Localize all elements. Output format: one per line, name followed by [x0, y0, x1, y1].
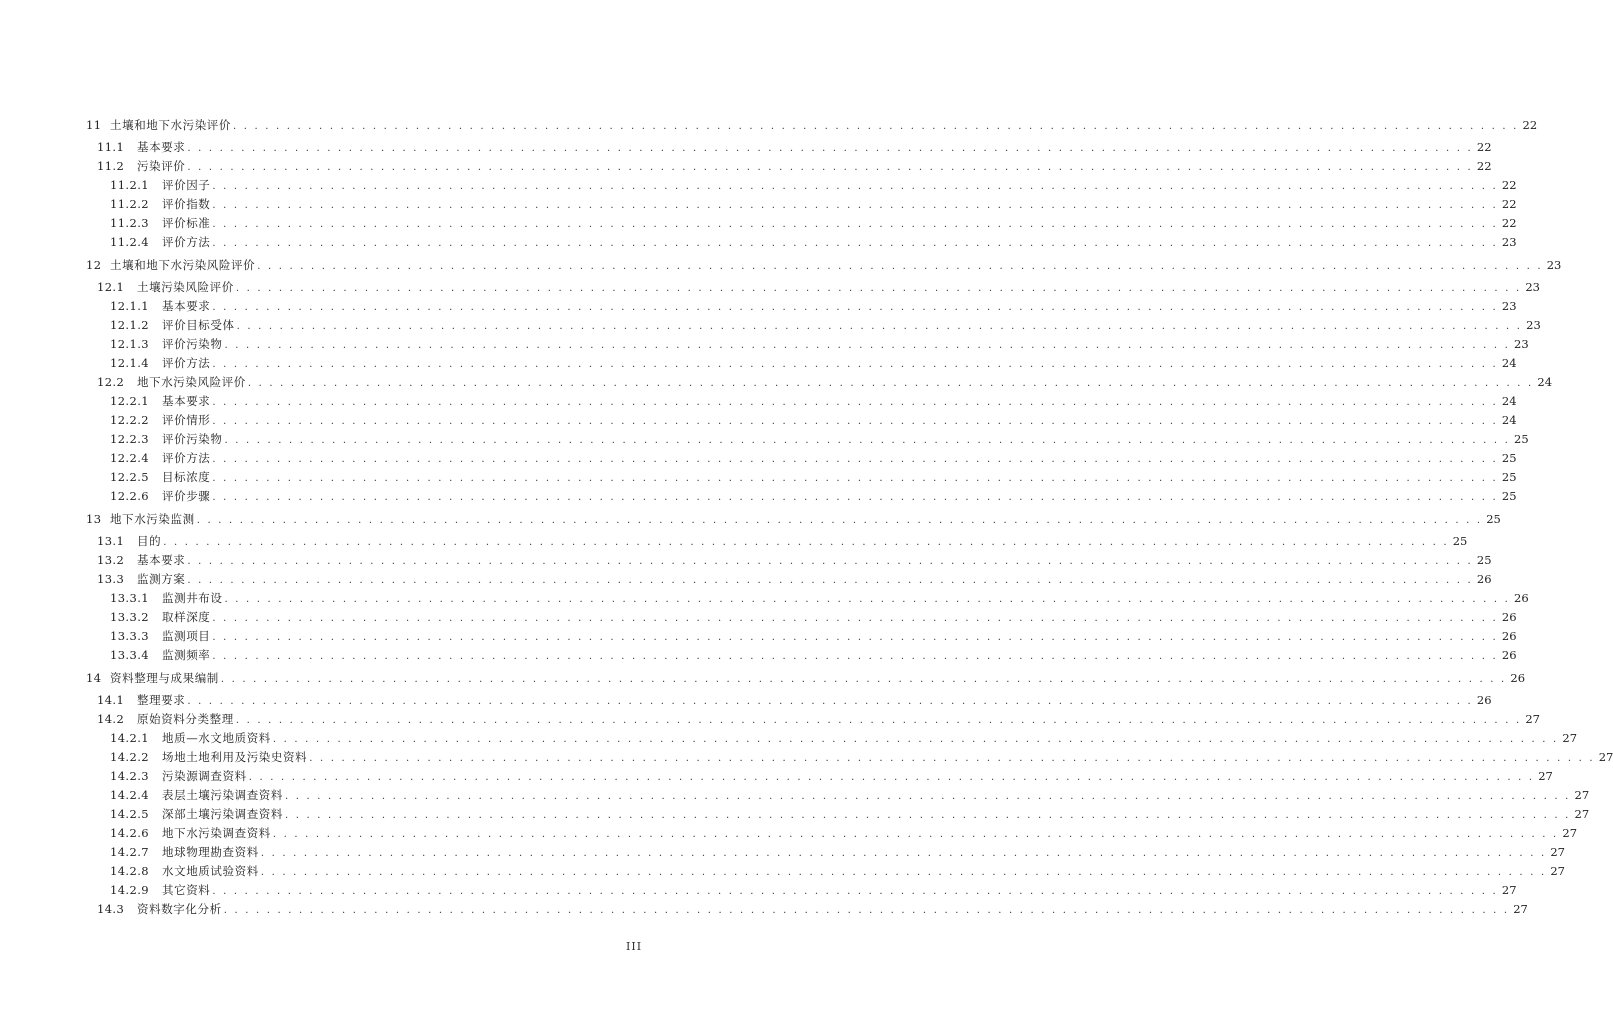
toc-entry-number: 12.2.3 [110, 432, 149, 446]
toc-entry[interactable] [86, 278, 1540, 297]
toc-entry[interactable] [86, 335, 1529, 354]
toc-entry-number: 11.2.1 [110, 178, 149, 192]
toc-entry-title: 地下水污染监测 [110, 512, 195, 526]
toc-entry-title: 资料整理与成果编制 [110, 671, 219, 685]
toc-entry-page: 25 [1486, 512, 1501, 526]
toc-entry-page: 22 [1501, 197, 1517, 211]
toc-entry-page: 22 [1501, 178, 1517, 192]
toc-entry-title: 评价方法 [162, 356, 211, 370]
toc-entry-page: 26 [1501, 629, 1517, 643]
toc-entry[interactable] [86, 373, 1553, 392]
toc-entry[interactable] [86, 468, 1517, 487]
toc-entry-number: 14.2.5 [110, 807, 149, 821]
toc-entry-title: 土壤和地下水污染风险评价 [110, 258, 256, 272]
toc-entry-title: 评价目标受体 [162, 318, 235, 332]
toc-dot-leader: . . . . . . . . . . . . . . . . . . . . . . . . . . . . . . . . . . . . . . . . . . . . . . . . . . . . . . . . . . . . . . . . . . . . . . . . . . . . . . . . . . . . . . . . . . . . . . . . . . . . . . . . . . . . . . . . . . . . . . . . [309, 753, 1595, 764]
toc-entry-page: 23 [1514, 337, 1529, 351]
toc-entry-page: 25 [1476, 553, 1492, 567]
toc-entry-page: 26 [1514, 591, 1529, 605]
toc-entry-page: 27 [1501, 883, 1517, 897]
toc-entry-title: 地下水污染调查资料 [162, 826, 271, 840]
toc-entry-title: 评价方法 [162, 451, 211, 465]
toc-entry-number: 12 [86, 258, 102, 272]
toc-dot-leader: . . . . . . . . . . . . . . . . . . . . . . . . . . . . . . . . . . . . . . . . . . . . . . . . . . . . . . . . . . . . . . . . . . . . . . . . . . . . . . . . . . . . . . . . . . . . . . . . . . . . . . . . . . . . . . . . . . . . . . . . [224, 340, 1511, 351]
toc-entry-title: 评价指数 [162, 197, 211, 211]
toc-entry-page: 26 [1476, 693, 1492, 707]
toc-dot-leader: . . . . . . . . . . . . . . . . . . . . . . . . . . . . . . . . . . . . . . . . . . . . . . . . . . . . . . . . . . . . . . . . . . . . . . . . . . . . . . . . . . . . . . . . . . . . . . . . . . . . . . . . . . . . . . . . . . . . . . . . [212, 632, 1498, 643]
toc-entry-title: 污染源调查资料 [162, 769, 247, 783]
toc-dot-leader: . . . . . . . . . . . . . . . . . . . . . . . . . . . . . . . . . . . . . . . . . . . . . . . . . . . . . . . . . . . . . . . . . . . . . . . . . . . . . . . . . . . . . . . . . . . . . . . . . . . . . . . . . . . . . . . . . . . . . . . . [235, 283, 1522, 294]
toc-entry-title: 取样深度 [162, 610, 211, 624]
toc-entry-page: 23 [1546, 258, 1562, 272]
toc-entry-title: 评价方法 [162, 235, 211, 249]
toc-entry-title: 评价污染物 [162, 432, 223, 446]
toc-entry[interactable] [86, 138, 1492, 157]
toc-entry-title: 评价情形 [162, 413, 211, 427]
toc-entry-title: 水文地质试验资料 [162, 864, 259, 878]
toc-entry[interactable] [86, 608, 1517, 627]
toc-entry[interactable] [86, 487, 1517, 506]
toc-entry-page: 22 [1522, 118, 1538, 132]
toc-dot-leader: . . . . . . . . . . . . . . . . . . . . . . . . . . . . . . . . . . . . . . . . . . . . . . . . . . . . . . . . . . . . . . . . . . . . . . . . . . . . . . . . . . . . . . . . . . . . . . . . . . . . . . . . . . . . . . . . . . . . . . . . [233, 121, 1519, 132]
toc-entry-number: 14.2.9 [110, 883, 149, 897]
toc-entry[interactable] [86, 551, 1492, 570]
toc-entry[interactable] [86, 354, 1517, 373]
toc-entry[interactable] [86, 411, 1517, 430]
toc-entry-number: 11.2 [97, 159, 125, 173]
toc-dot-leader: . . . . . . . . . . . . . . . . . . . . . . . . . . . . . . . . . . . . . . . . . . . . . . . . . . . . . . . . . . . . . . . . . . . . . . . . . . . . . . . . . . . . . . . . . . . . . . . . . . . . . . . . . . . . . . . . . . . . . . . . [236, 321, 1523, 332]
toc-entry[interactable] [86, 449, 1517, 468]
toc-entry-number: 14.2.1 [110, 731, 149, 745]
toc-entry[interactable] [86, 843, 1565, 862]
toc-entry-title: 资料数字化分析 [137, 902, 222, 916]
toc-entry[interactable] [86, 646, 1517, 665]
toc-entry[interactable] [86, 316, 1541, 335]
toc-entry-title: 土壤和地下水污染评价 [110, 118, 231, 132]
toc-entry[interactable] [86, 195, 1517, 214]
toc-entry[interactable] [86, 589, 1529, 608]
toc-entry-number: 12.1.2 [110, 318, 149, 332]
toc-dot-leader: . . . . . . . . . . . . . . . . . . . . . . . . . . . . . . . . . . . . . . . . . . . . . . . . . . . . . . . . . . . . . . . . . . . . . . . . . . . . . . . . . . . . . . . . . . . . . . . . . . . . . . . . . . . . . . . . . . . . . . . . [187, 162, 1473, 173]
toc-dot-leader: . . . . . . . . . . . . . . . . . . . . . . . . . . . . . . . . . . . . . . . . . . . . . . . . . . . . . . . . . . . . . . . . . . . . . . . . . . . . . . . . . . . . . . . . . . . . . . . . . . . . . . . . . . . . . . . . . . . . . . . . [212, 416, 1498, 427]
toc-entry-number: 13.3.4 [110, 648, 149, 662]
toc-entry-number: 14.1 [97, 693, 125, 707]
toc-entry-title: 监测频率 [162, 648, 211, 662]
toc-entry-page: 22 [1476, 140, 1492, 154]
toc-entry[interactable] [86, 900, 1528, 919]
toc-entry-page: 27 [1550, 864, 1565, 878]
toc-entry-number: 12.1.1 [110, 299, 149, 313]
toc-entry-number: 13.3 [97, 572, 125, 586]
toc-entry[interactable] [86, 669, 1526, 688]
toc-entry-page: 25 [1501, 451, 1517, 465]
toc-dot-leader: . . . . . . . . . . . . . . . . . . . . . . . . . . . . . . . . . . . . . . . . . . . . . . . . . . . . . . . . . . . . . . . . . . . . . . . . . . . . . . . . . . . . . . . . . . . . . . . . . . . . . . . . . . . . . . . . . . . . . . . . [196, 515, 1483, 526]
toc-entry-number: 13.3.1 [110, 591, 149, 605]
toc-dot-leader: . . . . . . . . . . . . . . . . . . . . . . . . . . . . . . . . . . . . . . . . . . . . . . . . . . . . . . . . . . . . . . . . . . . . . . . . . . . . . . . . . . . . . . . . . . . . . . . . . . . . . . . . . . . . . . . . . . . . . . . . [260, 848, 1547, 859]
toc-entry-number: 12.1.4 [110, 356, 149, 370]
toc-dot-leader: . . . . . . . . . . . . . . . . . . . . . . . . . . . . . . . . . . . . . . . . . . . . . . . . . . . . . . . . . . . . . . . . . . . . . . . . . . . . . . . . . . . . . . . . . . . . . . . . . . . . . . . . . . . . . . . . . . . . . . . . [187, 556, 1473, 567]
toc-dot-leader: . . . . . . . . . . . . . . . . . . . . . . . . . . . . . . . . . . . . . . . . . . . . . . . . . . . . . . . . . . . . . . . . . . . . . . . . . . . . . . . . . . . . . . . . . . . . . . . . . . . . . . . . . . . . . . . . . . . . . . . . [212, 219, 1498, 230]
toc-entry[interactable] [86, 297, 1517, 316]
toc-entry[interactable] [86, 786, 1590, 805]
toc-entry[interactable] [86, 767, 1553, 786]
toc-entry-page: 27 [1562, 731, 1578, 745]
table-of-contents [86, 116, 1613, 919]
toc-entry-title: 评价标准 [162, 216, 211, 230]
toc-entry[interactable] [86, 805, 1590, 824]
toc-entry-number: 14.2.3 [110, 769, 149, 783]
toc-dot-leader: . . . . . . . . . . . . . . . . . . . . . . . . . . . . . . . . . . . . . . . . . . . . . . . . . . . . . . . . . . . . . . . . . . . . . . . . . . . . . . . . . . . . . . . . . . . . . . . . . . . . . . . . . . . . . . . . . . . . . . . . [163, 537, 1449, 548]
toc-dot-leader: . . . . . . . . . . . . . . . . . . . . . . . . . . . . . . . . . . . . . . . . . . . . . . . . . . . . . . . . . . . . . . . . . . . . . . . . . . . . . . . . . . . . . . . . . . . . . . . . . . . . . . . . . . . . . . . . . . . . . . . . [212, 302, 1498, 313]
toc-dot-leader: . . . . . . . . . . . . . . . . . . . . . . . . . . . . . . . . . . . . . . . . . . . . . . . . . . . . . . . . . . . . . . . . . . . . . . . . . . . . . . . . . . . . . . . . . . . . . . . . . . . . . . . . . . . . . . . . . . . . . . . . [212, 613, 1498, 624]
toc-entry[interactable] [86, 748, 1613, 767]
toc-entry[interactable] [86, 824, 1578, 843]
toc-dot-leader: . . . . . . . . . . . . . . . . . . . . . . . . . . . . . . . . . . . . . . . . . . . . . . . . . . . . . . . . . . . . . . . . . . . . . . . . . . . . . . . . . . . . . . . . . . . . . . . . . . . . . . . . . . . . . . . . . . . . . . . . [235, 715, 1522, 726]
toc-entry[interactable] [86, 176, 1517, 195]
toc-dot-leader: . . . . . . . . . . . . . . . . . . . . . . . . . . . . . . . . . . . . . . . . . . . . . . . . . . . . . . . . . . . . . . . . . . . . . . . . . . . . . . . . . . . . . . . . . . . . . . . . . . . . . . . . . . . . . . . . . . . . . . . . [212, 397, 1498, 408]
toc-entry-title: 场地土地利用及污染史资料 [162, 750, 308, 764]
toc-entry-page: 23 [1525, 280, 1540, 294]
toc-entry-title: 表层土壤污染调查资料 [162, 788, 283, 802]
toc-entry-title: 地质—水文地质资料 [162, 731, 271, 745]
toc-entry-number: 12.1.3 [110, 337, 149, 351]
toc-dot-leader: . . . . . . . . . . . . . . . . . . . . . . . . . . . . . . . . . . . . . . . . . . . . . . . . . . . . . . . . . . . . . . . . . . . . . . . . . . . . . . . . . . . . . . . . . . . . . . . . . . . . . . . . . . . . . . . . . . . . . . . . [212, 473, 1498, 484]
toc-entry-number: 12.2 [97, 375, 125, 389]
toc-dot-leader: . . . . . . . . . . . . . . . . . . . . . . . . . . . . . . . . . . . . . . . . . . . . . . . . . . . . . . . . . . . . . . . . . . . . . . . . . . . . . . . . . . . . . . . . . . . . . . . . . . . . . . . . . . . . . . . . . . . . . . . . [212, 200, 1498, 211]
toc-entry-title: 目的 [137, 534, 162, 548]
toc-entry-title: 整理要求 [137, 693, 186, 707]
toc-entry-title: 基本要求 [162, 299, 211, 313]
toc-entry-number: 11.1 [97, 140, 125, 154]
toc-entry-title: 监测井布设 [162, 591, 223, 605]
toc-entry-page: 27 [1513, 902, 1528, 916]
toc-entry-page: 24 [1501, 413, 1517, 427]
toc-entry[interactable] [86, 862, 1565, 881]
toc-entry-number: 12.2.4 [110, 451, 149, 465]
toc-entry-number: 13.3.3 [110, 629, 149, 643]
toc-entry[interactable] [86, 532, 1468, 551]
toc-entry-page: 27 [1562, 826, 1578, 840]
toc-entry[interactable] [86, 729, 1578, 748]
toc-dot-leader: . . . . . . . . . . . . . . . . . . . . . . . . . . . . . . . . . . . . . . . . . . . . . . . . . . . . . . . . . . . . . . . . . . . . . . . . . . . . . . . . . . . . . . . . . . . . . . . . . . . . . . . . . . . . . . . . . . . . . . . . [212, 181, 1498, 192]
toc-entry-page: 27 [1550, 845, 1565, 859]
toc-entry-number: 14 [86, 671, 102, 685]
toc-entry-number: 13 [86, 512, 102, 526]
toc-entry-number: 14.2.2 [110, 750, 149, 764]
toc-dot-leader: . . . . . . . . . . . . . . . . . . . . . . . . . . . . . . . . . . . . . . . . . . . . . . . . . . . . . . . . . . . . . . . . . . . . . . . . . . . . . . . . . . . . . . . . . . . . . . . . . . . . . . . . . . . . . . . . . . . . . . . . [224, 435, 1511, 446]
toc-dot-leader: . . . . . . . . . . . . . . . . . . . . . . . . . . . . . . . . . . . . . . . . . . . . . . . . . . . . . . . . . . . . . . . . . . . . . . . . . . . . . . . . . . . . . . . . . . . . . . . . . . . . . . . . . . . . . . . . . . . . . . . . [187, 143, 1473, 154]
toc-entry-number: 12.2.2 [110, 413, 149, 427]
toc-entry-page: 22 [1476, 159, 1492, 173]
toc-entry-number: 13.3.2 [110, 610, 149, 624]
toc-dot-leader: . . . . . . . . . . . . . . . . . . . . . . . . . . . . . . . . . . . . . . . . . . . . . . . . . . . . . . . . . . . . . . . . . . . . . . . . . . . . . . . . . . . . . . . . . . . . . . . . . . . . . . . . . . . . . . . . . . . . . . . . [285, 810, 1571, 821]
toc-entry-title: 其它资料 [162, 883, 211, 897]
toc-entry-page: 25 [1514, 432, 1529, 446]
toc-entry-number: 12.2.5 [110, 470, 149, 484]
toc-entry-number: 12.2.6 [110, 489, 149, 503]
toc-dot-leader: . . . . . . . . . . . . . . . . . . . . . . . . . . . . . . . . . . . . . . . . . . . . . . . . . . . . . . . . . . . . . . . . . . . . . . . . . . . . . . . . . . . . . . . . . . . . . . . . . . . . . . . . . . . . . . . . . . . . . . . . [220, 674, 1507, 685]
toc-dot-leader: . . . . . . . . . . . . . . . . . . . . . . . . . . . . . . . . . . . . . . . . . . . . . . . . . . . . . . . . . . . . . . . . . . . . . . . . . . . . . . . . . . . . . . . . . . . . . . . . . . . . . . . . . . . . . . . . . . . . . . . . [247, 378, 1534, 389]
toc-entry-page: 27 [1574, 807, 1590, 821]
toc-entry[interactable] [86, 710, 1540, 729]
toc-entry[interactable] [86, 116, 1538, 135]
toc-dot-leader: . . . . . . . . . . . . . . . . . . . . . . . . . . . . . . . . . . . . . . . . . . . . . . . . . . . . . . . . . . . . . . . . . . . . . . . . . . . . . . . . . . . . . . . . . . . . . . . . . . . . . . . . . . . . . . . . . . . . . . . . [257, 261, 1543, 272]
toc-entry-page: 27 [1574, 788, 1590, 802]
toc-dot-leader: . . . . . . . . . . . . . . . . . . . . . . . . . . . . . . . . . . . . . . . . . . . . . . . . . . . . . . . . . . . . . . . . . . . . . . . . . . . . . . . . . . . . . . . . . . . . . . . . . . . . . . . . . . . . . . . . . . . . . . . . [224, 594, 1511, 605]
toc-dot-leader: . . . . . . . . . . . . . . . . . . . . . . . . . . . . . . . . . . . . . . . . . . . . . . . . . . . . . . . . . . . . . . . . . . . . . . . . . . . . . . . . . . . . . . . . . . . . . . . . . . . . . . . . . . . . . . . . . . . . . . . . [223, 905, 1510, 916]
toc-entry-number: 14.2.4 [110, 788, 149, 802]
toc-dot-leader: . . . . . . . . . . . . . . . . . . . . . . . . . . . . . . . . . . . . . . . . . . . . . . . . . . . . . . . . . . . . . . . . . . . . . . . . . . . . . . . . . . . . . . . . . . . . . . . . . . . . . . . . . . . . . . . . . . . . . . . . [212, 651, 1498, 662]
toc-entry-title: 目标浓度 [162, 470, 211, 484]
toc-entry-number: 12.1 [97, 280, 125, 294]
toc-entry-title: 评价污染物 [162, 337, 223, 351]
toc-entry[interactable] [86, 392, 1517, 411]
toc-entry-title: 评价步骤 [162, 489, 211, 503]
toc-dot-leader: . . . . . . . . . . . . . . . . . . . . . . . . . . . . . . . . . . . . . . . . . . . . . . . . . . . . . . . . . . . . . . . . . . . . . . . . . . . . . . . . . . . . . . . . . . . . . . . . . . . . . . . . . . . . . . . . . . . . . . . . [272, 829, 1559, 840]
toc-entry-page: 27 [1598, 750, 1613, 764]
toc-entry-page: 27 [1538, 769, 1553, 783]
toc-dot-leader: . . . . . . . . . . . . . . . . . . . . . . . . . . . . . . . . . . . . . . . . . . . . . . . . . . . . . . . . . . . . . . . . . . . . . . . . . . . . . . . . . . . . . . . . . . . . . . . . . . . . . . . . . . . . . . . . . . . . . . . . [212, 238, 1498, 249]
toc-entry-page: 25 [1452, 534, 1468, 548]
toc-entry-page: 27 [1525, 712, 1540, 726]
toc-entry[interactable] [86, 881, 1517, 900]
toc-entry-page: 26 [1501, 648, 1517, 662]
toc-entry[interactable] [86, 510, 1501, 529]
toc-entry-number: 14.2.7 [110, 845, 149, 859]
page-number: III [626, 940, 643, 953]
toc-dot-leader: . . . . . . . . . . . . . . . . . . . . . . . . . . . . . . . . . . . . . . . . . . . . . . . . . . . . . . . . . . . . . . . . . . . . . . . . . . . . . . . . . . . . . . . . . . . . . . . . . . . . . . . . . . . . . . . . . . . . . . . . [212, 886, 1498, 897]
toc-entry-title: 污染评价 [137, 159, 186, 173]
toc-entry-title: 深部土壤污染调查资料 [162, 807, 283, 821]
toc-entry-title: 地球物理勘查资料 [162, 845, 259, 859]
toc-entry[interactable] [86, 214, 1517, 233]
toc-dot-leader: . . . . . . . . . . . . . . . . . . . . . . . . . . . . . . . . . . . . . . . . . . . . . . . . . . . . . . . . . . . . . . . . . . . . . . . . . . . . . . . . . . . . . . . . . . . . . . . . . . . . . . . . . . . . . . . . . . . . . . . . [187, 696, 1473, 707]
toc-entry[interactable] [86, 691, 1492, 710]
toc-dot-leader: . . . . . . . . . . . . . . . . . . . . . . . . . . . . . . . . . . . . . . . . . . . . . . . . . . . . . . . . . . . . . . . . . . . . . . . . . . . . . . . . . . . . . . . . . . . . . . . . . . . . . . . . . . . . . . . . . . . . . . . . [248, 772, 1535, 783]
toc-entry-number: 11 [86, 118, 102, 132]
toc-entry-page: 26 [1476, 572, 1492, 586]
toc-dot-leader: . . . . . . . . . . . . . . . . . . . . . . . . . . . . . . . . . . . . . . . . . . . . . . . . . . . . . . . . . . . . . . . . . . . . . . . . . . . . . . . . . . . . . . . . . . . . . . . . . . . . . . . . . . . . . . . . . . . . . . . . [187, 575, 1473, 586]
toc-entry-number: 13.2 [97, 553, 125, 567]
toc-entry-page: 22 [1501, 216, 1517, 230]
toc-entry-title: 评价因子 [162, 178, 211, 192]
toc-entry-number: 14.2.8 [110, 864, 149, 878]
toc-entry-page: 23 [1501, 299, 1517, 313]
toc-entry-title: 监测方案 [137, 572, 186, 586]
toc-entry-title: 监测项目 [162, 629, 211, 643]
toc-entry-page: 23 [1501, 235, 1517, 249]
toc-entry-page: 24 [1501, 394, 1517, 408]
toc-entry[interactable] [86, 256, 1562, 275]
toc-dot-leader: . . . . . . . . . . . . . . . . . . . . . . . . . . . . . . . . . . . . . . . . . . . . . . . . . . . . . . . . . . . . . . . . . . . . . . . . . . . . . . . . . . . . . . . . . . . . . . . . . . . . . . . . . . . . . . . . . . . . . . . . [260, 867, 1547, 878]
toc-entry-number: 11.2.3 [110, 216, 149, 230]
toc-entry-title: 地下水污染风险评价 [137, 375, 246, 389]
toc-entry-page: 25 [1501, 489, 1517, 503]
toc-entry-page: 26 [1501, 610, 1517, 624]
toc-entry-number: 14.2 [97, 712, 125, 726]
toc-entry-title: 土壤污染风险评价 [137, 280, 234, 294]
toc-entry-page: 26 [1510, 671, 1526, 685]
toc-entry-page: 24 [1537, 375, 1553, 389]
toc-entry[interactable] [86, 233, 1517, 252]
toc-entry[interactable] [86, 157, 1492, 176]
toc-entry-number: 14.2.6 [110, 826, 149, 840]
toc-entry-number: 11.2.4 [110, 235, 149, 249]
toc-entry-title: 基本要求 [137, 140, 186, 154]
toc-dot-leader: . . . . . . . . . . . . . . . . . . . . . . . . . . . . . . . . . . . . . . . . . . . . . . . . . . . . . . . . . . . . . . . . . . . . . . . . . . . . . . . . . . . . . . . . . . . . . . . . . . . . . . . . . . . . . . . . . . . . . . . . [212, 492, 1498, 503]
toc-entry-number: 12.2.1 [110, 394, 149, 408]
toc-entry[interactable] [86, 570, 1492, 589]
toc-entry-page: 23 [1526, 318, 1541, 332]
toc-dot-leader: . . . . . . . . . . . . . . . . . . . . . . . . . . . . . . . . . . . . . . . . . . . . . . . . . . . . . . . . . . . . . . . . . . . . . . . . . . . . . . . . . . . . . . . . . . . . . . . . . . . . . . . . . . . . . . . . . . . . . . . . [212, 454, 1498, 465]
toc-entry[interactable] [86, 430, 1529, 449]
toc-dot-leader: . . . . . . . . . . . . . . . . . . . . . . . . . . . . . . . . . . . . . . . . . . . . . . . . . . . . . . . . . . . . . . . . . . . . . . . . . . . . . . . . . . . . . . . . . . . . . . . . . . . . . . . . . . . . . . . . . . . . . . . . [285, 791, 1571, 802]
toc-dot-leader: . . . . . . . . . . . . . . . . . . . . . . . . . . . . . . . . . . . . . . . . . . . . . . . . . . . . . . . . . . . . . . . . . . . . . . . . . . . . . . . . . . . . . . . . . . . . . . . . . . . . . . . . . . . . . . . . . . . . . . . . [212, 359, 1498, 370]
toc-entry[interactable] [86, 627, 1517, 646]
toc-entry-number: 14.3 [97, 902, 125, 916]
toc-entry-number: 13.1 [97, 534, 125, 548]
toc-dot-leader: . . . . . . . . . . . . . . . . . . . . . . . . . . . . . . . . . . . . . . . . . . . . . . . . . . . . . . . . . . . . . . . . . . . . . . . . . . . . . . . . . . . . . . . . . . . . . . . . . . . . . . . . . . . . . . . . . . . . . . . . [272, 734, 1559, 745]
toc-entry-title: 原始资料分类整理 [137, 712, 234, 726]
toc-entry-page: 25 [1501, 470, 1517, 484]
toc-entry-page: 24 [1501, 356, 1517, 370]
toc-entry-title: 基本要求 [137, 553, 186, 567]
toc-entry-number: 11.2.2 [110, 197, 149, 211]
toc-entry-title: 基本要求 [162, 394, 211, 408]
